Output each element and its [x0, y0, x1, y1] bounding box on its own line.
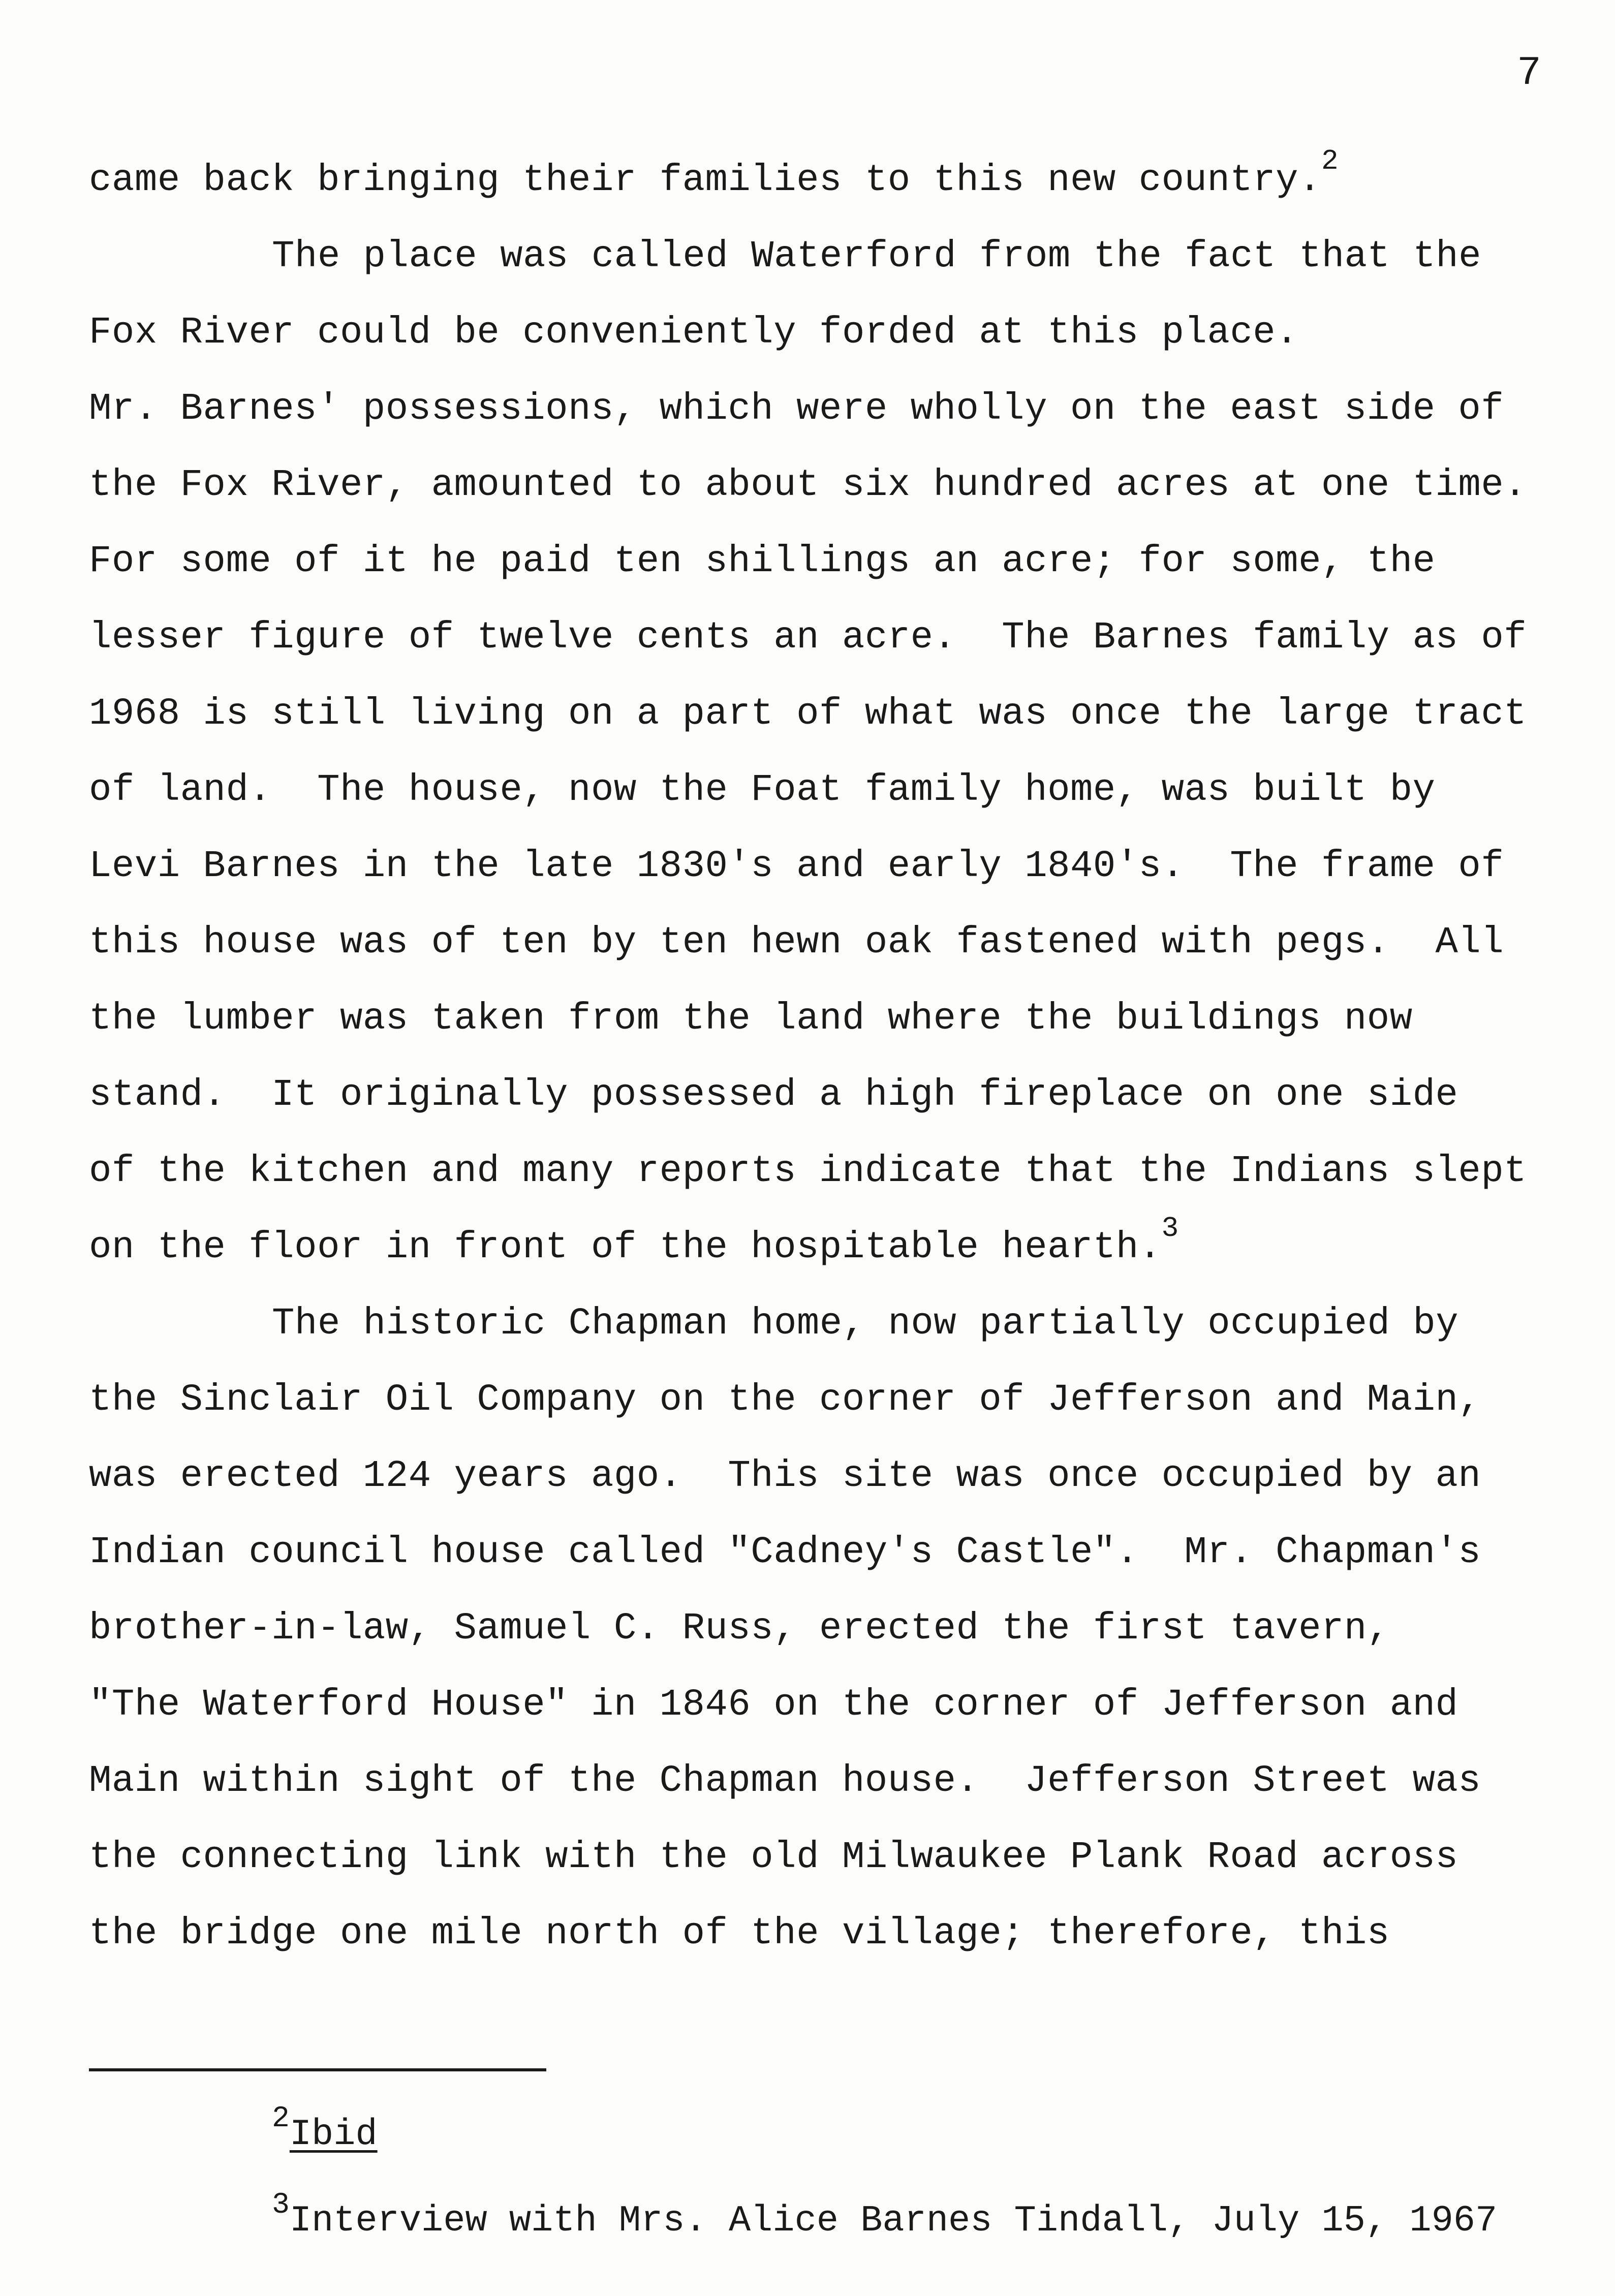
footnote-ref: 3: [1161, 1212, 1179, 1245]
footnote: [272, 2091, 1583, 2178]
text-line: Fox River could be conveniently forded at this place.: [89, 312, 1299, 354]
footnote-divider: [89, 2068, 546, 2071]
text-line: Indian council house called "Cadney's Castle". Mr. Chapman's: [89, 1531, 1481, 1574]
text-line: this house was of ten by ten hewn oak fastened with pegs. All: [89, 921, 1504, 964]
text-line: The historic Chapman home, now partially occupied by: [272, 1302, 1459, 1345]
text-line: the Sinclair Oil Company on the corner of Jefferson and Main,: [89, 1379, 1481, 1421]
text-line: of land. The house, now the Foat family home, was built by: [89, 769, 1436, 812]
text-line: the connecting link with the old Milwaukee Plank Road across: [89, 1836, 1458, 1879]
text-line: stand. It originally possessed a high fireplace on one side: [89, 1074, 1458, 1116]
text-line: Mr. Barnes' possessions, which were wholly on the east side of: [89, 388, 1504, 430]
text-line: brother-in-law, Samuel C. Russ, erected the first tavern,: [89, 1607, 1390, 1650]
page-number: 7: [1517, 50, 1542, 97]
text-line: on the floor in front of the hospitable hearth.$^3$: [89, 1212, 1179, 1269]
footnotes: [272, 2091, 1583, 2264]
text-line: of the kitchen and many reports indicate that the Indians slept: [89, 1150, 1527, 1193]
body-text: [89, 142, 1563, 1972]
footnote-marker: 3: [272, 2189, 290, 2222]
footnote-ref: 2: [1321, 145, 1339, 177]
text-line: was erected 124 years ago. This site was once occupied by an: [89, 1455, 1481, 1498]
text-line: "The Waterford House" in 1846 on the corner of Jefferson and: [89, 1684, 1458, 1726]
text-line: lesser figure of twelve cents an acre. The Barnes family as of: [89, 616, 1527, 659]
footnote-marker: 2: [272, 2102, 290, 2136]
text-line: Main within sight of the Chapman house. Jefferson Street was: [89, 1760, 1481, 1803]
text-line: the lumber was taken from the land where the buildings now: [89, 998, 1413, 1040]
text-line: For some of it he paid ten shillings an acre; for some, the: [89, 540, 1436, 583]
text-line: The place was called Waterford from the fact that the: [272, 235, 1482, 278]
text-line: Levi Barnes in the late 1830's and early 1840's. The frame of: [89, 845, 1504, 888]
text-line: 1968 is still living on a part of what was once the large tract: [89, 693, 1527, 735]
footnote: [272, 2178, 1583, 2264]
footnote-text: Ibid: [289, 2114, 378, 2155]
footnote-text: Interview with Mrs. Alice Barnes Tindall, July 15, 1967: [289, 2200, 1498, 2242]
text-line: came back bringing their families to this new country.$^2$: [89, 145, 1339, 202]
text-line: the Fox River, amounted to about six hundred acres at one time.: [89, 464, 1527, 507]
text-line: the bridge one mile north of the village; therefore, this: [89, 1912, 1390, 1955]
